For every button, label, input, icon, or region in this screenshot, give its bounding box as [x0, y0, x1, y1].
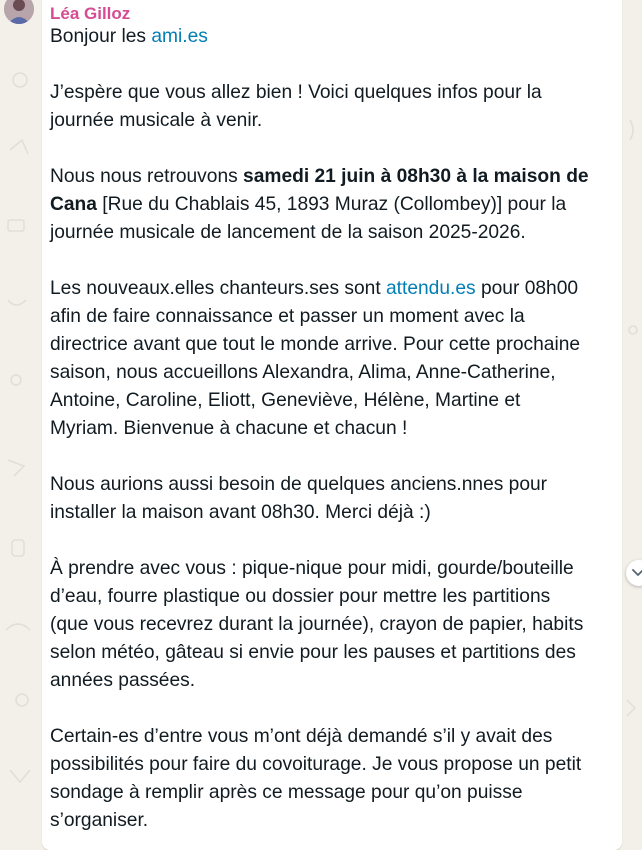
- address-text: [Rue du Chablais 45, 1893 Muraz (Collombey)] pour la: [96, 194, 567, 215]
- line: pour 08h00: [475, 278, 579, 299]
- paragraph-date-location: [50, 163, 612, 247]
- line: Nous nous retrouvons: [50, 166, 244, 187]
- avatar-image: [4, 0, 34, 24]
- line: afin de faire connaissance et passer un moment avec la: [50, 306, 525, 327]
- line: sondage à remplir après ce message pour qu’on puisse: [50, 782, 523, 803]
- line: d’eau, fourre plastique ou dossier pour mettre les partitions: [50, 586, 551, 607]
- location-highlight: Cana: [50, 194, 97, 215]
- line: J’espère que vous allez bien ! Voici quelques infos pour la: [50, 82, 542, 103]
- line: À prendre avec vous : pique-nique pour midi, gourde/bouteille: [50, 558, 574, 579]
- line: s’organiser.: [50, 810, 149, 831]
- line: journée musicale à venir.: [50, 110, 263, 131]
- link-attendu-es[interactable]: attendu.es: [386, 278, 476, 299]
- paragraph-help-needed: [50, 471, 612, 527]
- chevron-down-icon: [632, 568, 642, 578]
- line: Antoine, Caroline, Eliott, Geneviève, Hélène, Martine et: [50, 390, 521, 411]
- paragraph-carpool: [50, 723, 612, 835]
- avatar[interactable]: [4, 0, 34, 24]
- line: Nous aurions aussi besoin de quelques anciens.nnes pour: [50, 474, 548, 495]
- line: (que vous recevrez durant la journée), crayon de papier, habits: [50, 614, 584, 635]
- sender-name[interactable]: Léa Gilloz: [50, 4, 131, 23]
- line: Certain-es d’entre vous m’ont déjà demandé s’il y avait des: [50, 726, 553, 747]
- paragraph-newcomers: [50, 275, 612, 443]
- line: saison, nous accueillons Alexandra, Alima, Anne-Catherine,: [50, 362, 556, 383]
- line: directrice avant que tout le monde arrive. Pour cette prochaine: [50, 334, 581, 355]
- date-highlight: samedi 21 juin à 08h30 à la maison de: [243, 166, 589, 187]
- paragraph-bring-list: [50, 555, 612, 695]
- greeting: [50, 23, 612, 51]
- line: années passées.: [50, 670, 196, 691]
- paragraph-intro: [50, 79, 612, 135]
- scroll-down-button[interactable]: [626, 560, 642, 586]
- line: installer la maison avant 08h30. Merci déjà :): [50, 502, 431, 523]
- line: selon météo, gâteau si envie pour les pauses et partitions des: [50, 642, 576, 663]
- line: Les nouveaux.elles chanteurs.ses sont: [50, 278, 386, 299]
- line: journée musicale de lancement de la saison 2025-2026.: [50, 222, 526, 243]
- line: possibilités pour faire du covoiturage. Je vous propose un petit: [50, 754, 582, 775]
- link-ami-es[interactable]: ami.es: [151, 26, 208, 47]
- message-text: [50, 23, 612, 835]
- greeting-text: Bonjour les: [50, 26, 152, 47]
- line: Myriam. Bienvenue à chacune et chacun !: [50, 418, 408, 439]
